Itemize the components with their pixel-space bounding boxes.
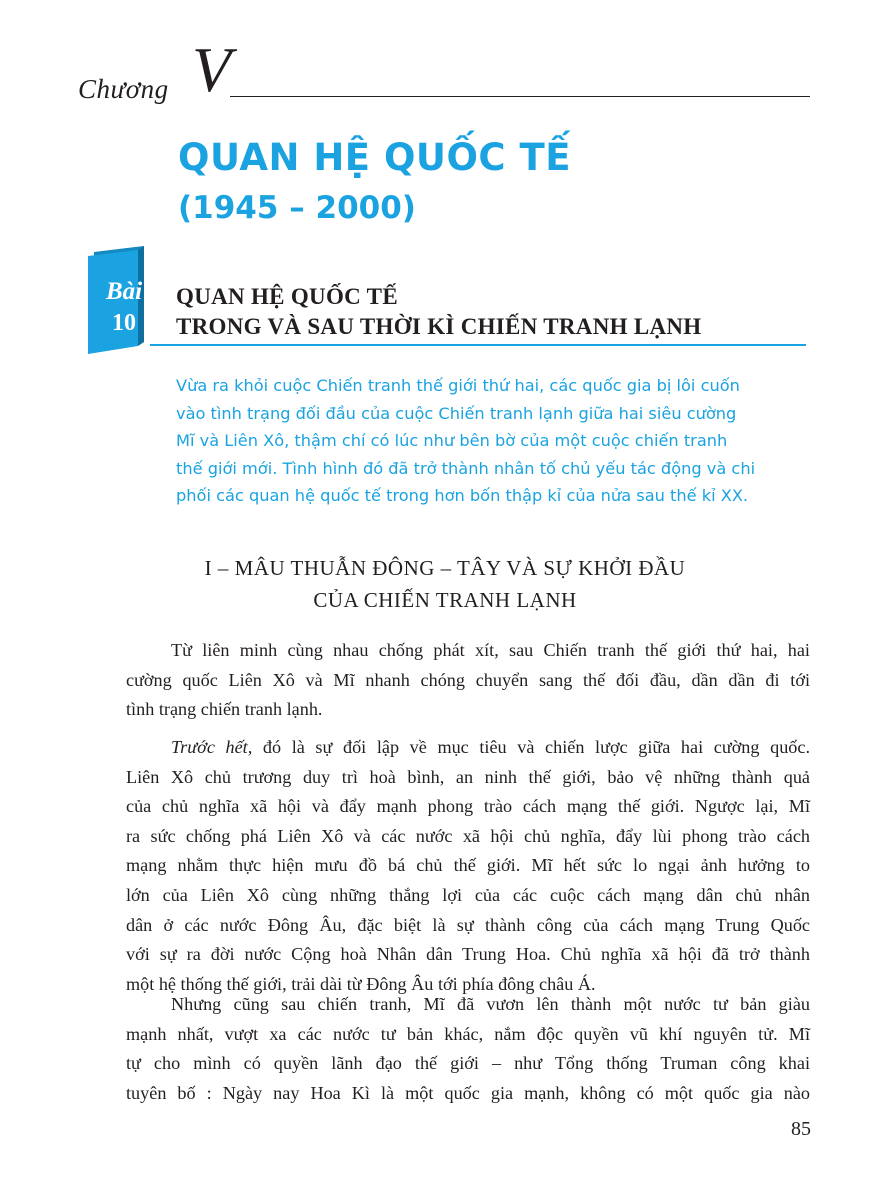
chapter-number: V [192, 34, 232, 105]
lesson-title-line-1: QUAN HỆ QUỐC TẾ [176, 284, 398, 309]
body-line: cường quốc Liên Xô và Mĩ nhanh chóng chuyển sang thế đối đầu, dần dần đi tới [126, 669, 810, 690]
chapter-title: QUAN HỆ QUỐC TẾ [178, 136, 571, 179]
intro-line: phối các quan hệ quốc tế trong hơn bốn thập kỉ của nửa sau thế kỉ XX. [176, 486, 749, 505]
page-number: 85 [791, 1118, 811, 1140]
body-line: mạng nhằm thực hiện mưu đồ bá chủ thế giới. Mĩ hết sức lo ngại ảnh hưởng to [126, 855, 810, 876]
body-line: tự cho mình có quyền lãnh đạo thế giới – như Tổng thống Truman công khai [126, 1053, 810, 1074]
body-line: mạnh nhất, vượt xa các nước tư bản khác, nắm độc quyền vũ khí nguyên tử. Mĩ [126, 1023, 810, 1044]
body-line: lớn của Liên Xô cùng những thắng lợi của các cuộc cách mạng dân chủ nhân [126, 884, 810, 905]
body-line: dân ở các nước Đông Âu, đặc biệt là sự thành công của cách mạng Trung Quốc [126, 914, 810, 935]
lesson-word: Bài [105, 278, 143, 305]
section-heading-line-1: I – MÂU THUẪN ĐÔNG – TÂY VÀ SỰ KHỞI ĐẦU [204, 556, 686, 580]
body-line [126, 733, 810, 763]
lesson-title-line-2: TRONG VÀ SAU THỜI KÌ CHIẾN TRANH LẠNH [176, 314, 702, 339]
body-line: Nhưng cũng sau chiến tranh, Mĩ đã vươn lên thành một nước tư bản giàu [171, 994, 810, 1014]
body-line: tình trạng chiến tranh lạnh. [126, 699, 323, 720]
lesson-rule [150, 344, 806, 346]
body-line: ra sức chống phá Liên Xô và các nước xã hội chủ nghĩa, đẩy lùi phong trào cách [126, 825, 810, 846]
intro-line: Mĩ và Liên Xô, thậm chí có lúc như bên bờ của một cuộc chiến tranh [176, 431, 728, 450]
body-paragraph-3 [126, 990, 810, 1108]
intro-line: vào tình trạng đối đầu của cuộc Chiến tranh lạnh giữa hai siêu cường [176, 403, 737, 423]
section-heading-line-2: CỦA CHIẾN TRANH LẠNH [313, 588, 577, 612]
chapter-years: (1945 – 2000) [178, 190, 416, 226]
body-paragraph-1 [126, 636, 810, 725]
body-line: với sự ra đời nước Cộng hoà Nhân dân Trung Hoa. Chủ nghĩa xã hội đã trở thành [126, 944, 810, 965]
body-line: tuyên bố : Ngày nay Hoa Kì là một quốc gia mạnh, không có một quốc gia nào [126, 1082, 810, 1103]
intro-paragraph [176, 372, 812, 510]
body-line: một hệ thống thế giới, trải dài từ Đông Âu tới phía đông châu Á. [126, 973, 596, 994]
lesson-number: 10 [112, 310, 136, 336]
body-paragraph-2 [126, 733, 810, 999]
intro-line: Vừa ra khỏi cuộc Chiến tranh thế giới thứ hai, các quốc gia bị lôi cuốn [176, 376, 740, 395]
chapter-rule [230, 96, 810, 97]
first-line-rest: đó là sự đối lập về mục tiêu và chiến lược giữa hai cường quốc. [252, 737, 811, 757]
body-line: Liên Xô chủ trương duy trì hoà bình, an ninh thế giới, bảo vệ những thành quả [126, 766, 810, 787]
chapter-header [78, 34, 810, 110]
body-line: của chủ nghĩa xã hội và đẩy mạnh phong trào cách mạng thế giới. Ngược lại, Mĩ [126, 796, 810, 817]
intro-line: thế giới mới. Tình hình đó đã trở thành nhân tố chủ yếu tác động và chi [176, 458, 756, 478]
italic-lead: Trước hết, [171, 737, 253, 757]
body-line: Từ liên minh cùng nhau chống phát xít, sau Chiến tranh thế giới thứ hai, hai [171, 640, 810, 660]
chapter-word: Chương [78, 74, 169, 104]
